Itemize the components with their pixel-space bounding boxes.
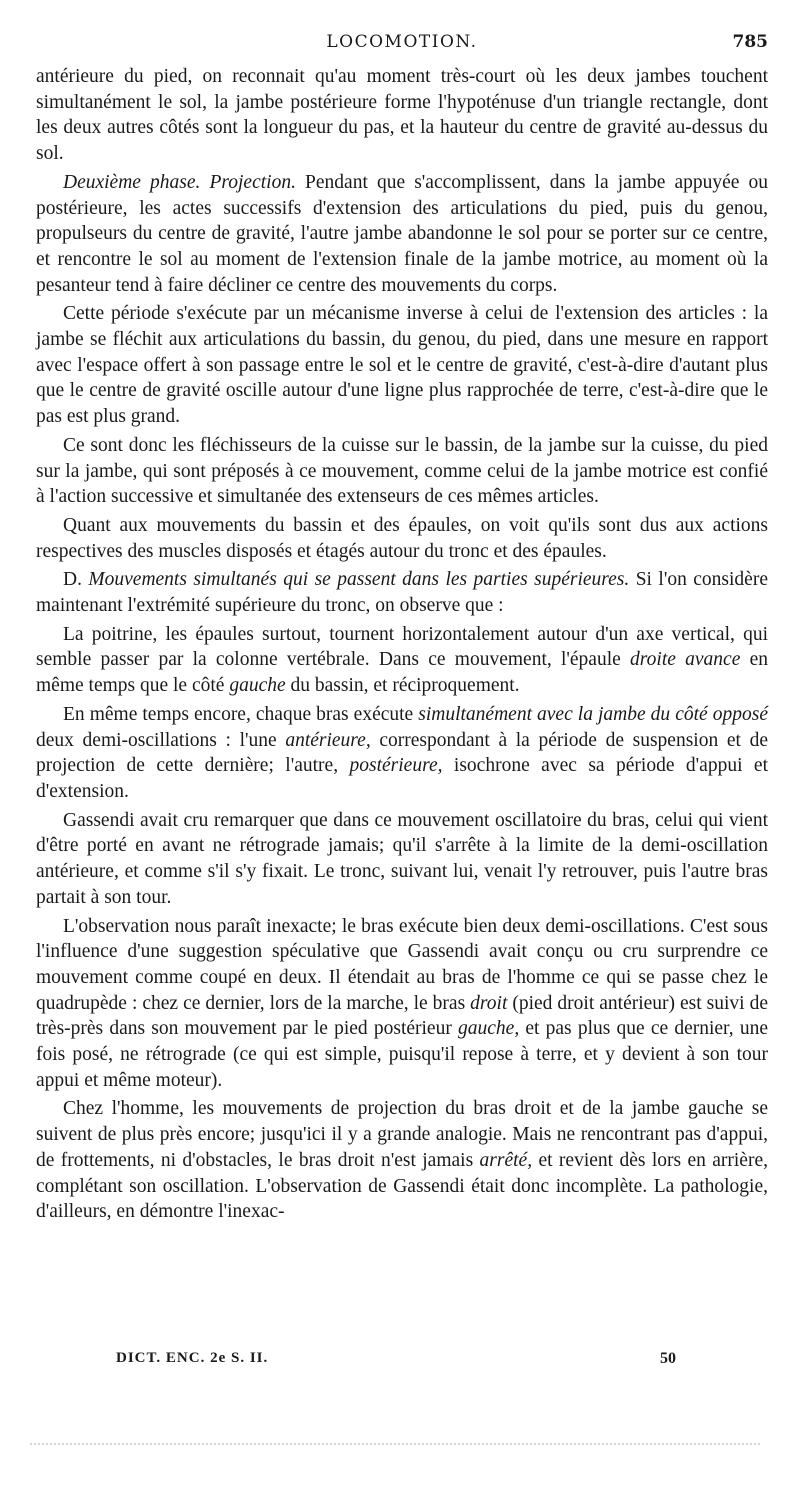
text-run: et pas plus que ce dernier, une fois posé, ne rétrograde (ce qui est simple, puisqu'il repose à terre, et y devient à son tour appui et même moteur). <box>36 1018 768 1091</box>
text-run: Chez l'homme, les mouvements de projection du bras droit et de la jambe gauche se suivent de plus près encore; jusqu'ici il y a grande analogie. Mais ne rencontrant pas d'appui, de frottements, ni d'obstacles, le bras droit n'est jamais <box>36 1098 768 1171</box>
paragraph: antérieure du pied, on reconnait qu'au moment très-court où les deux jambes touchent simultanément le sol, la jambe postérieure forme l'hypoténuse d'un triangle rectangle, dont les deux autres côtés sont la longueur du pas, et la hauteur du centre de gravité au-dessus du sol. <box>36 66 768 165</box>
text-run: du bassin, et réciproquement. <box>285 675 520 697</box>
body-text <box>36 64 768 1228</box>
italic-text: droit <box>470 992 508 1014</box>
paragraph <box>36 702 768 805</box>
text-run: D. <box>63 569 89 591</box>
paragraph: Cette période s'exécute par un mécanisme inverse à celui de l'extension des articles : la jambe se fléchit aux articulations du bassin, du genou, du pied, dans une mesure en rapport avec l'espace offert à son passage entre le sol et le centre de gravité, c'est-à-dire d'autant plus que le centre de gravité oscille autour d'une ligne plus rapprochée de terre, c'est-à-dire que le pas est plus grand. <box>36 303 768 428</box>
footer-sheet-number: 50 <box>660 1350 676 1367</box>
italic-text: gauche, <box>458 1018 520 1040</box>
text-run: en même temps que le côté <box>36 649 768 697</box>
paragraph <box>36 1096 768 1225</box>
text-run: La poitrine, les épaules surtout, tournent horizontalement autour d'un axe vertical, qui semble passer par la colonne vertébrale. Dans ce mouvement, l'épaule <box>36 623 768 671</box>
page-number: 785 <box>732 32 768 52</box>
paragraph: Quant aux mouvements du bassin et des épaules, on voit qu'ils sont dus aux actions respectives des muscles disposés et étagés autour du tronc et des épaules. <box>36 514 768 562</box>
italic-text: simultanément avec la jambe du côté opposé <box>418 703 768 725</box>
paragraph <box>36 170 768 299</box>
paragraph: Ce sont donc les fléchisseurs de la cuisse sur le bassin, de la jambe sur la cuisse, du pied sur la jambe, qui sont préposés à ce mouvement, comme celui de la jambe motrice est confié à l'action successive et simultanée des extenseurs de ces mêmes articles. <box>36 434 768 508</box>
footer-signature: DICT. ENC. 2e S. II. <box>116 1350 269 1366</box>
paragraph <box>36 622 768 699</box>
italic-text: antérieure, <box>285 729 371 751</box>
italic-text: Deuxième phase. Projection. <box>63 171 296 193</box>
text-run: et revient dès lors en arrière, complétant son oscillation. L'observation de Gassendi était donc incomplète. La pathologie, d'ailleurs, en démontre l'inexac- <box>36 1149 768 1223</box>
text-run: L'observation nous paraît inexacte; le bras exécute bien deux demi-oscillations. C'est sous l'influence d'une suggestion spéculative que Gassendi avait conçu ou cru surprendre ce mouvement comme coupé en deux. Il étendait au bras de l'homme ce qui se passe chez le quadrupède : chez ce dernier, lors de la marche, le bras <box>36 915 768 1014</box>
text-run: Pendant que s'accomplissent, dans la jambe appuyée ou postérieure, les actes successifs d'extension des articulations du pied, puis du genou, propulseurs du centre de gravité, l'autre jambe abandonne le sol pour se porter sur ce centre, et rencontre le sol au moment de l'extension finale de la jambe motrice, au moment où la pesanteur tend à faire décliner ce centre des mouvements du corps. <box>36 171 768 296</box>
paragraph <box>36 567 768 618</box>
text-run: En même temps encore, chaque bras exécute <box>63 703 419 725</box>
page-bottom-edge <box>30 1440 760 1445</box>
running-title: LOCOMOTION. <box>326 32 478 52</box>
page-footer <box>116 1350 676 1374</box>
text-run: deux demi-oscillations : l'une <box>36 729 286 751</box>
page-header <box>36 32 768 56</box>
italic-text: droite avance <box>630 649 741 671</box>
paragraph <box>36 914 768 1094</box>
paragraph: Gassendi avait cru remarquer que dans ce mouvement oscillatoire du bras, celui qui vient d'être porté en avant ne rétrograde jamais; qu'il s'arrête à la limite de la demi-oscillation antérieure, et comme s'il s'y fixait. Le tronc, suivant lui, venait l'y retrouver, puis l'autre bras partait à son tour. <box>36 809 768 908</box>
italic-text: arrêté, <box>479 1149 533 1171</box>
text-run: Si l'on considère maintenant l'extrémité supérieure du tronc, on observe que : <box>36 569 768 617</box>
italic-text: postérieure, <box>349 755 443 777</box>
text-run: correspondant à la période de suspension et de projection de cette dernière; l'autre, <box>36 729 768 777</box>
text-run: (pied droit antérieur) est suivi de très-près dans son mouvement par le pied postérieur <box>36 992 768 1040</box>
italic-text: Mouvements simultanés qui se passent dans les parties supérieures. <box>88 569 630 591</box>
italic-text: gauche <box>229 675 286 697</box>
text-run: isochrone avec sa période d'appui et d'extension. <box>36 755 769 802</box>
